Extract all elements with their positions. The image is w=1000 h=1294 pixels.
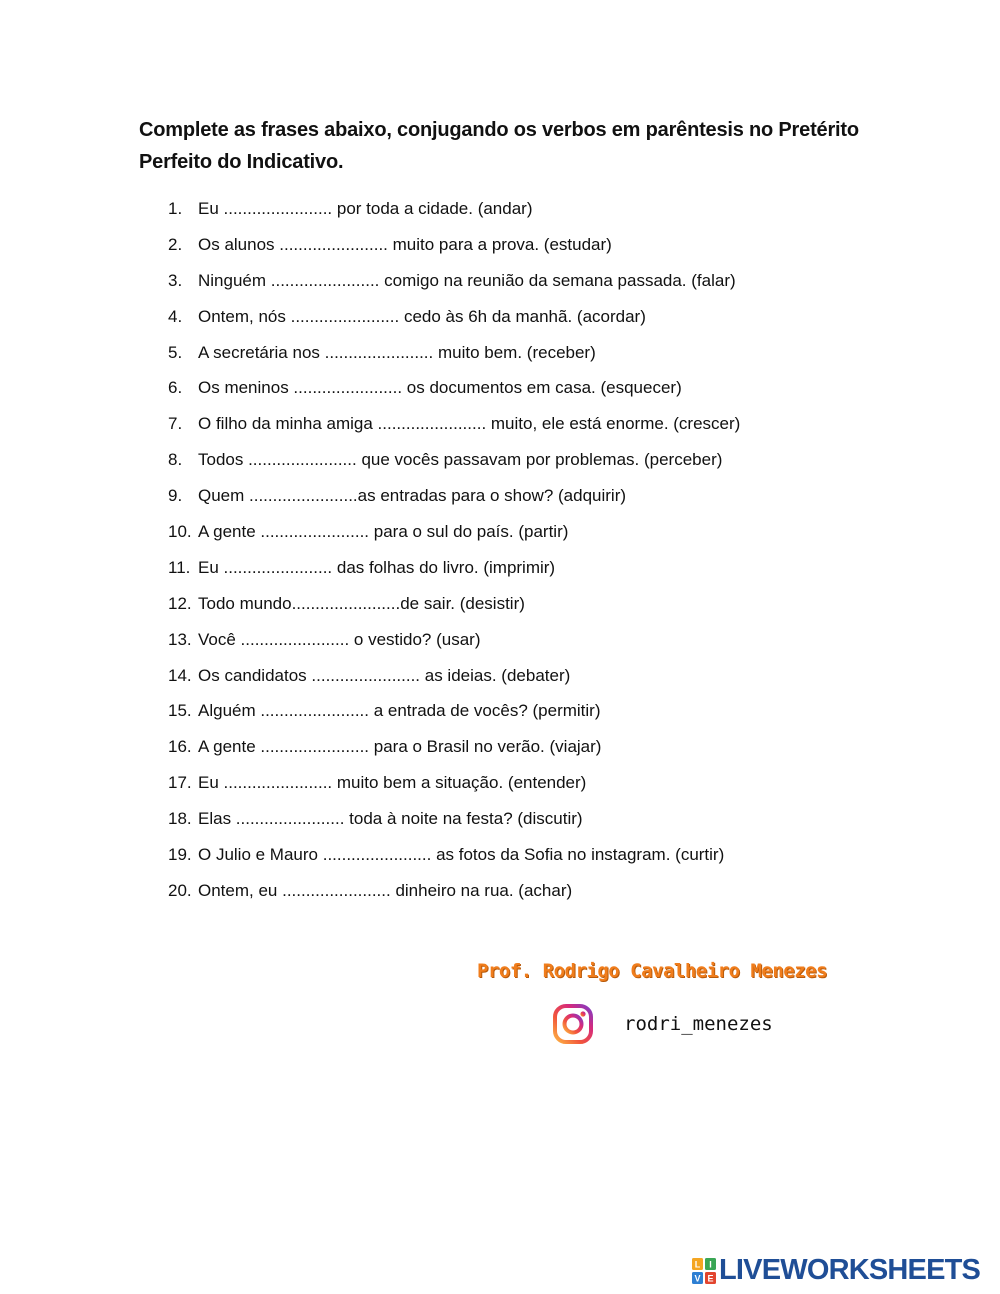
instagram-contact [552,1003,773,1045]
exercise-number: 18. [168,809,192,829]
exercise-number: 1. [168,199,183,218]
exercise-item [168,878,740,914]
exercise-sentence: O Julio e Mauro ....................... as fotos da Sofia no instagram. (curtir) [198,845,725,865]
exercise-number: 17. [168,773,192,793]
exercise-sentence: Eu ....................... muito bem a situação. (entender) [198,773,587,793]
exercise-sentence: A secretária nos ....................... muito bem. (receber) [198,342,596,362]
exercise-item [168,340,740,376]
exercise-number: 4. [168,306,183,326]
exercise-number: 14. [168,665,192,685]
exercise-number: 20. [168,880,192,900]
liveworksheets-logo-icon [692,1258,716,1284]
exercise-item [168,196,740,232]
exercise-sentence: Eu ....................... por toda a cidade. (andar) [198,199,533,218]
exercise-sentence: Quem .......................as entradas para o show? (adquirir) [198,486,627,506]
exercise-number: 3. [168,270,183,290]
exercise-item [168,770,740,806]
exercise-item [168,268,740,304]
exercise-number: 16. [168,737,192,757]
exercise-number: 9. [168,486,183,506]
exercise-sentence: A gente ....................... para o sul do país. (partir) [198,522,569,542]
exercise-sentence: Alguém ....................... a entrada de vocês? (permitir) [198,701,601,721]
exercise-number: 12. [168,593,192,613]
logo-letter-i: I [709,1259,712,1269]
exercise-item [168,698,740,734]
liveworksheets-wordmark: LIVEWORKSHEETS [719,1254,981,1286]
exercise-sentence: O filho da minha amiga ....................... muito, ele está enorme. (crescer) [198,414,741,434]
exercise-item [168,555,740,591]
exercise-number: 11. [168,557,191,577]
author-name: Prof. Rodrigo Cavalheiro Menezes [477,960,828,982]
exercise-item [168,304,740,340]
instagram-handle: rodri_menezes [624,1013,773,1035]
exercise-sentence: Todos ....................... que vocês passavam por problemas. (perceber) [198,450,723,470]
exercise-sentence: Elas ....................... toda à noite na festa? (discutir) [198,809,583,829]
exercise-sentence: Você ....................... o vestido? (usar) [198,629,481,649]
exercise-sentence: Eu ....................... das folhas do livro. (imprimir) [198,557,556,577]
liveworksheets-brand [692,1254,980,1287]
exercise-number: 8. [168,450,183,470]
exercise-sentence: Todo mundo.......................de sair. (desistir) [198,593,525,613]
exercise-item [168,806,740,842]
exercise-sentence: Os candidatos ....................... as ideias. (debater) [198,665,571,685]
exercise-item [168,591,740,627]
exercise-sentence: Ontem, nós ....................... cedo às 6h da manhã. (acordar) [198,306,646,326]
exercise-number: 19. [168,845,192,865]
exercise-item [168,842,740,878]
exercise-number: 5. [168,342,183,362]
exercise-number: 2. [168,234,183,254]
exercise-number: 13. [168,629,192,649]
exercise-number: 10. [168,522,192,542]
exercise-item [168,483,740,519]
exercise-sentence: Ninguém ....................... comigo na reunião da semana passada. (falar) [198,270,736,290]
logo-letter-l: L [694,1259,701,1269]
exercise-item [168,232,740,268]
exercise-sentence: Os alunos ....................... muito para a prova. (estudar) [198,234,612,254]
exercise-number: 15. [168,701,192,721]
exercise-sentence: Ontem, eu ....................... dinheiro na rua. (achar) [198,880,573,900]
exercise-list [168,196,740,914]
logo-letter-v: V [694,1273,701,1283]
exercise-sentence: A gente ....................... para o Brasil no verão. (viajar) [198,737,602,757]
exercise-number: 7. [168,414,183,434]
exercise-item [168,411,740,447]
exercise-item [168,375,740,411]
exercise-item [168,519,740,555]
exercise-sentence: Os meninos ....................... os documentos em casa. (esquecer) [198,378,682,398]
instagram-icon [552,1003,594,1045]
instructions-heading: Complete as frases abaixo, conjugando os verbos em parêntesis no Pretérito Perfeito do Indicativo. [139,119,859,173]
exercise-item [168,663,740,699]
exercise-number: 6. [168,378,183,398]
exercise-item [168,627,740,663]
exercise-item [168,447,740,483]
exercise-item [168,734,740,770]
logo-letter-e: E [707,1273,714,1283]
